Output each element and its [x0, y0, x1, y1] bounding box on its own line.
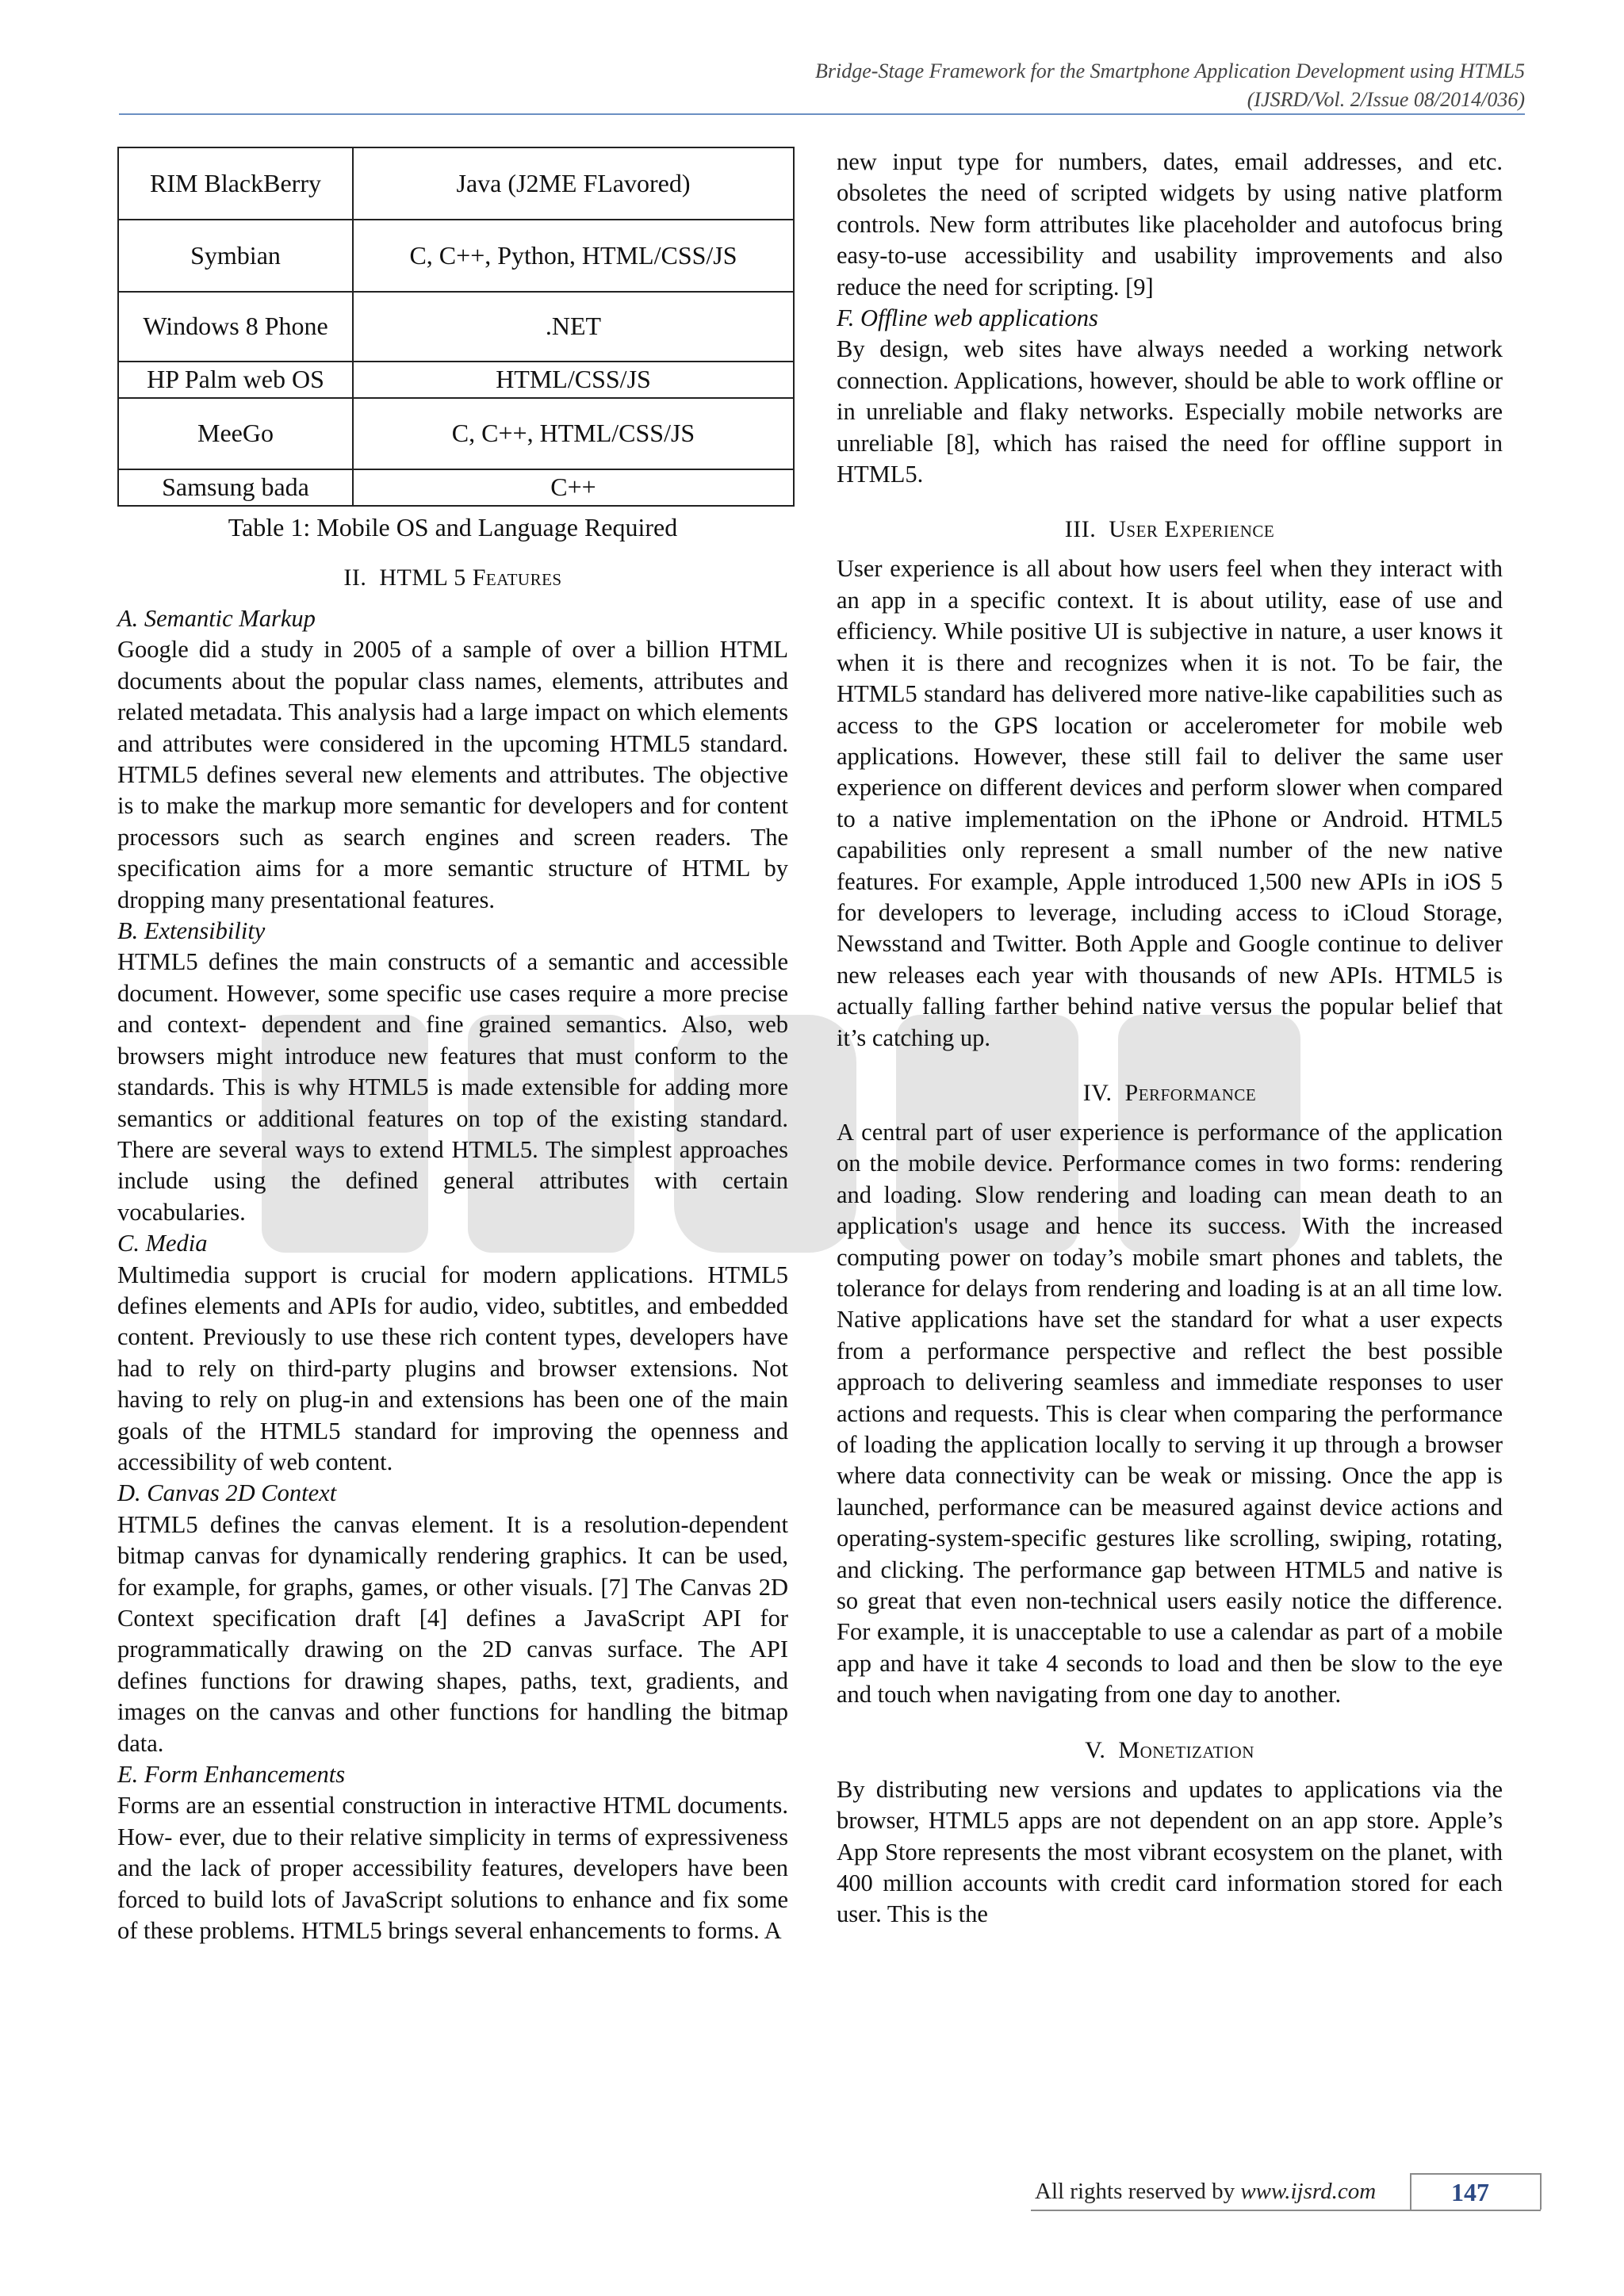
- subsection-heading: D. Canvas 2D Context: [117, 1479, 337, 1507]
- paragraph: Multimedia support is crucial for modern applications. HTML5 defines elements and APIs for audio, video, subtitles, and embedded content. Previously to use these rich content types, developers have had to rely on third-party plugins and browser extensions. Not having to rely on plug-in and extensions has been one of the main goals of the HTML5 standard for improving the openness and accessibility of web content.: [117, 1261, 788, 1475]
- page-number: 147: [1451, 2178, 1489, 2206]
- table-cell-lang: C++: [353, 469, 794, 506]
- table-cell-lang: HTML/CSS/JS: [353, 362, 794, 398]
- table-cell-os: Windows 8 Phone: [118, 292, 353, 362]
- table-cell-os: MeeGo: [118, 398, 353, 469]
- table-cell-os: RIM BlackBerry: [118, 147, 353, 220]
- section-heading-features: [117, 562, 788, 594]
- paragraph: A central part of user experience is performance of the application on the mobile device. Performance comes in two forms: rendering and loading. Slow rendering and loading can mean death to an application's usage and hence its success. With the increased computing power on today’s mobile smart phones and tablets, the tolerance for delays from rendering and loading is at an all time low. Native applications have set the standard for what a user expects from a performance perspective and reflect the best possible approach to delivering seamless and immediate responses to user actions and requests. This is clear when comparing the performance of loading the application locally to serving it up through a browser where data connectivity can be weak or missing. Once the app is launched, performance can be measured against device actions and operating-system-specific gestures like scrolling, swiping, rotating, and clicking. The performance gap between HTML5 and native is so great that even non-technical users easily notice the difference. For example, it is unacceptable to use a calendar as part of a mobile app and have it take 4 seconds to load and then be slow to the eye and touch when navigating from one day to another.: [837, 1118, 1503, 1709]
- section-number: V.: [1085, 1736, 1106, 1763]
- table-cell-os: HP Palm web OS: [118, 362, 353, 398]
- footer-rule: [1031, 2210, 1541, 2211]
- section-title: User Experience: [1109, 516, 1275, 543]
- table-row: [118, 147, 794, 220]
- header-rule: [119, 113, 1525, 115]
- table-cell-lang: C, C++, Python, HTML/CSS/JS: [353, 220, 794, 292]
- footer-rights-text: All rights reserved by: [1035, 2179, 1241, 2204]
- left-column: [117, 147, 788, 1946]
- section-title: HTML 5 Features: [379, 564, 562, 591]
- table-row: [118, 398, 794, 469]
- section-number: II.: [343, 564, 367, 591]
- paragraph: new input type for numbers, dates, email addresses, and etc. obsoletes the need of scripted widgets by using native platform controls. New form attributes like placeholder and autofocus bring easy-to-use accessibility and usability improvements and also reduce the need for scripting. [9]: [837, 148, 1503, 300]
- table-caption: Table 1: Mobile OS and Language Required: [228, 513, 678, 541]
- table-row: [118, 292, 794, 362]
- table-row: [118, 362, 794, 398]
- table-row: [118, 220, 794, 292]
- paragraph: HTML5 defines the canvas element. It is a resolution-dependent bitmap canvas for dynamically rendering graphics. It can be used, for example, for graphs, games, or other visuals. [7] The Canvas 2D Context specification draft [4] defines a JavaScript API for programmatically drawing on the 2D canvas surface. The API defines functions for drawing shapes, paths, text, gradients, and images on the canvas and other functions for handling the bitmap data.: [117, 1510, 788, 1757]
- subsection-heading: F. Offline web applications: [837, 304, 1098, 332]
- header-journal: (IJSRD/Vol. 2/Issue 08/2014/036): [1247, 88, 1525, 111]
- header-title: Bridge-Stage Framework for the Smartphone Application Development using HTML5: [815, 59, 1525, 82]
- subsection-heading: E. Form Enhancements: [117, 1761, 346, 1789]
- section-number: IV.: [1082, 1079, 1113, 1106]
- right-column: [837, 147, 1503, 1931]
- running-header: [815, 57, 1525, 114]
- table-cell-lang: C, C++, HTML/CSS/JS: [353, 398, 794, 469]
- paragraph: Forms are an essential construction in interactive HTML documents. How- ever, due to their relative simplicity in terms of expressiveness and the lack of proper accessibility features, developers have been forced to build lots of JavaScript solutions to enhance and fix some of these problems. HTML5 brings several enhancements to forms. A: [117, 1792, 788, 1945]
- subsection-heading: A. Semantic Markup: [117, 605, 316, 632]
- paragraph: User experience is all about how users feel when they interact with an app in a specific context. It is about utility, ease of use and efficiency. While positive UI is subjective in nature, a user knows it when it is there and recognizes when it is not. To be fair, the HTML5 standard has delivered more native-like capabilities such as access to the GPS location or accelerometer for mobile web applications. However, these still fail to deliver the same user experience on different devices and perform slower when compared to a native implementation on the iPhone or Android. HTML5 capabilities only represent a small number of the new native features. For example, Apple introduced 1,500 new APIs in iOS 5 for developers to leverage, including access to iCloud Storage, Newsstand and Twitter. Both Apple and Google continue to deliver new releases each year with thousands of new APIs. HTML5 is actually falling farther behind native versus the popular belief that it’s catching up.: [837, 555, 1503, 1051]
- section-title: Performance: [1124, 1079, 1257, 1106]
- paragraph: HTML5 defines the main constructs of a semantic and accessible document. However, some specific use cases require a more precise and context- dependent and fine grained semantics. Also, web browsers might introduce new features that must conform to the standards. This is why HTML5 is made extensible for adding more semantics or additional features on top of the existing standard. There are several ways to extend HTML5. The simplest approaches include using the defined general attributes with certain vocabularies.: [117, 948, 788, 1226]
- table-cell-os: Samsung bada: [118, 469, 353, 506]
- table-cell-os: Symbian: [118, 220, 353, 292]
- table-row: [118, 469, 794, 506]
- section-heading-monetization: [837, 1735, 1503, 1766]
- section-title: Monetization: [1118, 1736, 1254, 1763]
- paragraph: Google did a study in 2005 of a sample of over a billion HTML documents about the popular class names, elements, attributes and related metadata. This analysis had a large impact on which elements and attributes were considered in the upcoming HTML5 standard. HTML5 defines several new elements and attributes. The objective is to make the markup more semantic for developers and for content processors such as search engines and screen readers. The specification aims for a more semantic structure of HTML by dropping many presentational features.: [117, 636, 788, 913]
- section-number: III.: [1064, 516, 1097, 543]
- paragraph: By distributing new versions and updates to applications via the browser, HTML5 apps are not dependent on an app store. Apple’s App Store represents the most vibrant ecosystem on the planet, with 400 million accounts with credit card information stored for each user. This is the: [837, 1775, 1503, 1928]
- subsection-heading: C. Media: [117, 1230, 208, 1257]
- os-language-table: [117, 147, 795, 507]
- section-heading-performance: [837, 1077, 1503, 1109]
- footer-site-link[interactable]: www.ijsrd.com: [1240, 2179, 1377, 2204]
- paragraph: By design, web sites have always needed a working network connection. Applications, however, should be able to work offline or in unreliable and flaky networks. Especially mobile networks are unreliable [8], which has raised the need for offline support in HTML5.: [837, 335, 1503, 488]
- footer-rights: [1035, 2179, 1376, 2205]
- table-cell-lang: Java (J2ME FLavored): [353, 147, 794, 220]
- table-cell-lang: .NET: [353, 292, 794, 362]
- subsection-heading: B. Extensibility: [117, 917, 266, 945]
- section-heading-ux: [837, 514, 1503, 545]
